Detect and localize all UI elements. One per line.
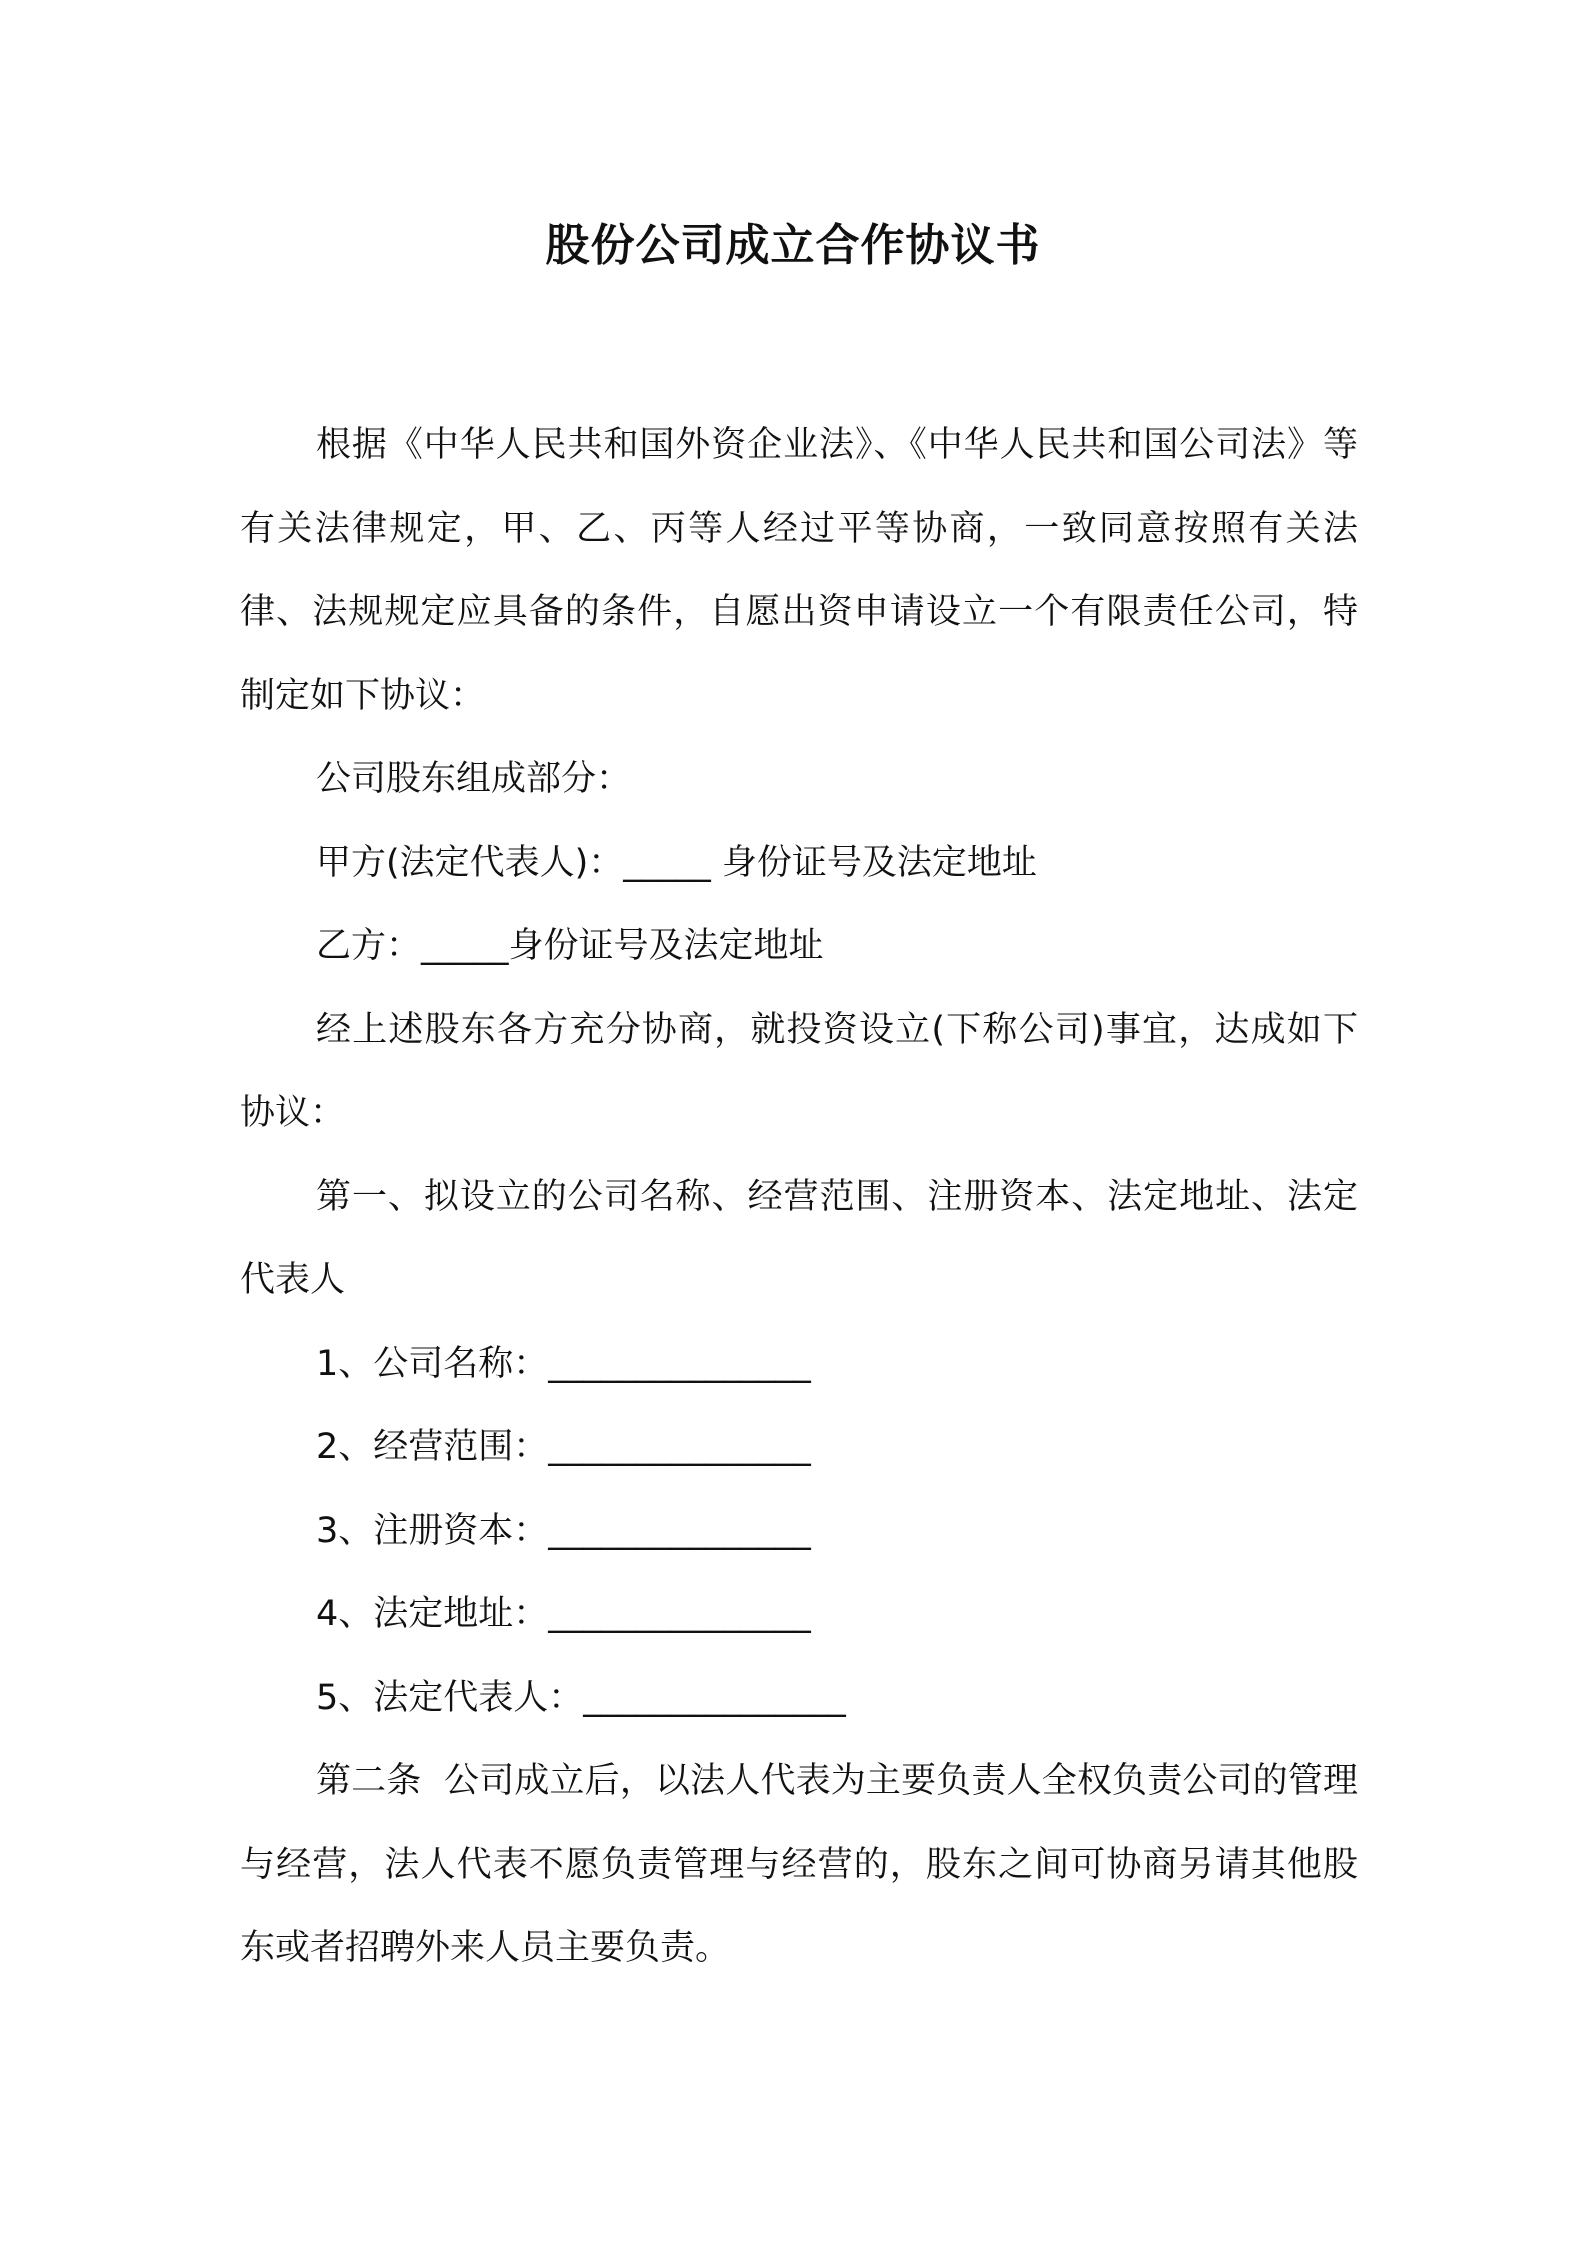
paragraph-shareholders-heading: 公司股东组成部分： [316, 759, 632, 799]
paragraph-party-a: 甲方(法定代表人)：_____ 身份证号及法定地址 [316, 842, 1037, 883]
paragraph-legal-address: 4、法定地址：_______________ [316, 1594, 811, 1634]
paragraph-agreement-intro: 经上述股东各方充分协商，就投资设立(下称公司)事宜，达成如下协议： [240, 1009, 1358, 1133]
paragraph-article-2: 第二条 公司成立后，以法人代表为主要负责人全权负责公司的管理与经营，法人代表不愿负责管理与经营的，股东之间可协商另请其他股东或者招聘外来人员主要负责。 [240, 1761, 1358, 1968]
paragraph-company-name: 1、公司名称：_______________ [316, 1343, 811, 1384]
paragraph-business-scope: 2、经营范围：_______________ [316, 1427, 811, 1467]
document-body [240, 404, 1358, 1991]
paragraph-preamble: 根据《中华人民共和国外资企业法》、《中华人民共和国公司法》等有关法律规定，甲、乙、丙等人经过平等协商，一致同意按照有关法律、法规规定应具备的条件，自愿出资申请设立一个有限责任公司，特制定如下协议： [240, 425, 1358, 716]
paragraph-registered-capital: 3、注册资本：_______________ [316, 1510, 811, 1551]
paragraph-party-b: 乙方：_____身份证号及法定地址 [316, 926, 824, 966]
paragraph-legal-representative: 5、法定代表人：_______________ [316, 1677, 846, 1718]
document-title: 股份公司成立合作协议书 [545, 220, 1041, 271]
paragraph-article-1: 第一、拟设立的公司名称、经营范围、注册资本、法定地址、法定代表人 [240, 1176, 1358, 1300]
